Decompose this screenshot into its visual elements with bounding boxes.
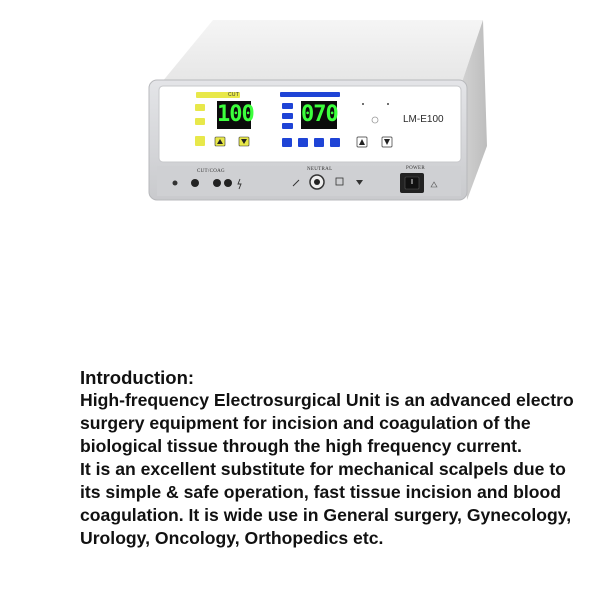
- cut-coag-label: CUT/COAG: [197, 169, 225, 174]
- model-label: LM-E100: [403, 114, 444, 125]
- product-image: [107, 6, 492, 222]
- introduction-section: [80, 366, 580, 550]
- introduction-paragraph-1: High-frequency Electrosurgical Unit is an advanced electro surgery equipment for incision and coagulation of the biological tissue through the high frequency current.: [80, 390, 574, 456]
- case-top: [162, 20, 483, 82]
- power-label: POWER: [406, 166, 425, 171]
- cut-power-display: 100: [217, 102, 254, 127]
- introduction-paragraph-2: It is an excellent substitute for mechanical scalpels due to its simple & safe operation, fast tissue incision and blood coagulation. It is wide use in General surgery, Gynecology, Urology, Oncology, Orthopedics etc.: [80, 459, 572, 548]
- coag-power-display: 070: [301, 102, 338, 127]
- introduction-title: Introduction:: [80, 367, 195, 388]
- cut-label: CUT: [228, 92, 240, 98]
- neutral-label: NEUTRAL: [307, 167, 333, 172]
- coag-label-bar: [280, 92, 340, 97]
